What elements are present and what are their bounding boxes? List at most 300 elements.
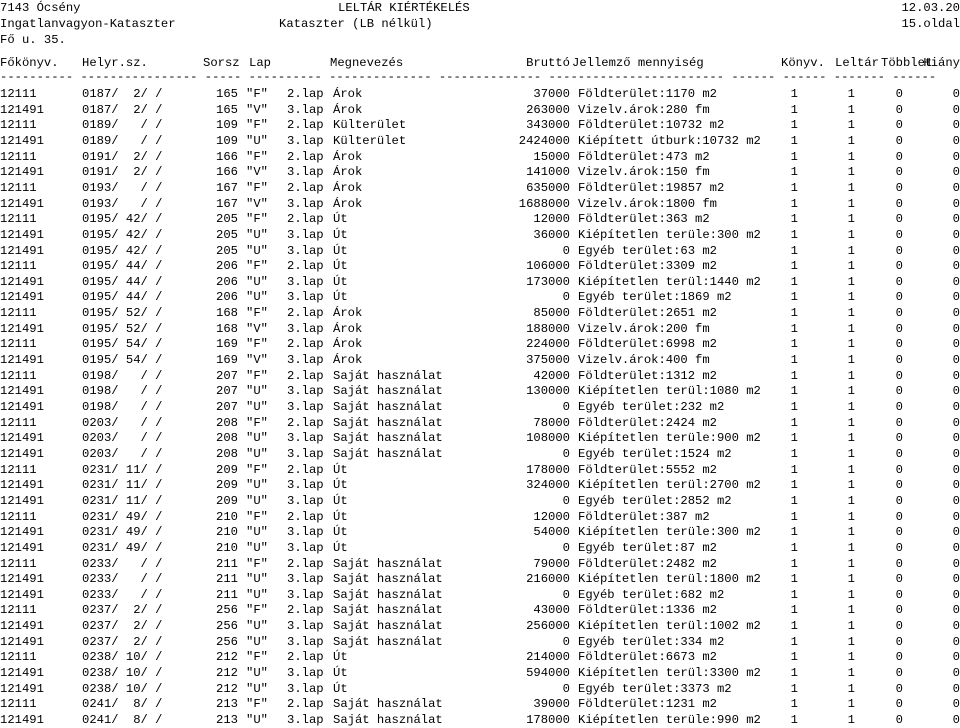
cell-fokonyv: 12111 xyxy=(0,180,37,195)
cell-leltar: 1 xyxy=(847,634,855,649)
cell-tobblet: 0 xyxy=(895,525,903,540)
cell-helyrsz: 0241/ 8/ / xyxy=(82,713,163,727)
cell-brutto: 0 xyxy=(562,400,570,414)
cell-sorsz: 212 xyxy=(216,681,238,696)
cell-konyv: 1 xyxy=(790,556,798,571)
cell-brutto: 12000 xyxy=(533,212,570,227)
cell-hiany: 0 xyxy=(952,321,960,336)
cell-megnevezes: Saját használat xyxy=(333,634,443,649)
cell-leltar: 1 xyxy=(847,493,855,508)
cell-hiany: 0 xyxy=(952,400,960,414)
cell-tobblet: 0 xyxy=(895,619,903,634)
cell-lap-page: 3.lap xyxy=(287,478,324,493)
cell-lap-code: "U" xyxy=(246,446,268,461)
cell-megnevezes: Saját használat xyxy=(333,400,443,414)
cell-tobblet: 0 xyxy=(895,118,903,133)
table-row xyxy=(0,117,960,133)
cell-fokonyv: 12111 xyxy=(0,650,37,665)
cell-lap-code: "U" xyxy=(246,619,268,634)
cell-fokonyv: 12111 xyxy=(0,462,37,477)
cell-fokonyv: 121491 xyxy=(0,353,44,368)
table-row xyxy=(0,258,960,274)
cell-sorsz: 109 xyxy=(216,118,238,133)
cell-lap-page: 3.lap xyxy=(287,353,324,368)
cell-helyrsz: 0203/ / / xyxy=(82,415,163,430)
cell-konyv: 1 xyxy=(790,353,798,368)
cell-jellemzo: Egyéb terület:334 m2 xyxy=(578,634,725,649)
cell-brutto: 108000 xyxy=(526,431,570,446)
cell-hiany: 0 xyxy=(952,415,960,430)
table-row xyxy=(0,211,960,227)
cell-lap-page: 2.lap xyxy=(287,180,324,195)
cell-leltar: 1 xyxy=(847,681,855,696)
table-row xyxy=(0,430,960,446)
cell-hiany: 0 xyxy=(952,634,960,649)
cell-lap-page: 3.lap xyxy=(287,243,324,258)
cell-brutto: 178000 xyxy=(526,713,570,727)
cell-brutto: 39000 xyxy=(533,697,570,712)
cell-megnevezes: Út xyxy=(333,462,348,477)
cell-helyrsz: 0195/ 42/ / xyxy=(82,227,163,242)
cell-sorsz: 208 xyxy=(216,446,238,461)
cell-lap-page: 2.lap xyxy=(287,87,324,101)
cell-helyrsz: 0203/ / / xyxy=(82,431,163,446)
cell-leltar: 1 xyxy=(847,697,855,712)
cell-fokonyv: 12111 xyxy=(0,337,37,352)
cell-fokonyv: 121491 xyxy=(0,634,44,649)
table-row xyxy=(0,665,960,681)
cell-lap-code: "U" xyxy=(246,572,268,587)
cell-brutto: 635000 xyxy=(526,180,570,195)
cell-sorsz: 209 xyxy=(216,478,238,493)
cell-sorsz: 205 xyxy=(216,243,238,258)
cell-megnevezes: Árok xyxy=(333,353,363,368)
cell-sorsz: 207 xyxy=(216,400,238,414)
cell-tobblet: 0 xyxy=(895,368,903,383)
cell-tobblet: 0 xyxy=(895,165,903,180)
address-label: Fő u. 35. xyxy=(0,33,66,47)
cell-leltar: 1 xyxy=(847,274,855,289)
cell-megnevezes: Árok xyxy=(333,180,363,195)
table-row xyxy=(0,180,960,196)
cell-helyrsz: 0238/ 10/ / xyxy=(82,681,163,696)
col-leltar-header: Leltár xyxy=(835,56,879,70)
cell-fokonyv: 121491 xyxy=(0,227,44,242)
cell-tobblet: 0 xyxy=(895,493,903,508)
cell-helyrsz: 0233/ / / xyxy=(82,572,163,587)
cell-leltar: 1 xyxy=(847,478,855,493)
cell-helyrsz: 0195/ 44/ / xyxy=(82,290,163,305)
cell-hiany: 0 xyxy=(952,509,960,524)
cell-tobblet: 0 xyxy=(895,572,903,587)
cell-lap-page: 2.lap xyxy=(287,368,324,383)
cell-leltar: 1 xyxy=(847,227,855,242)
cell-hiany: 0 xyxy=(952,431,960,446)
cell-fokonyv: 121491 xyxy=(0,243,44,258)
cell-helyrsz: 0238/ 10/ / xyxy=(82,666,163,681)
cell-brutto: 36000 xyxy=(533,227,570,242)
cell-jellemzo: Egyéb terület:2852 m2 xyxy=(578,493,732,508)
cell-konyv: 1 xyxy=(790,290,798,305)
cell-brutto: 214000 xyxy=(526,650,570,665)
cell-hiany: 0 xyxy=(952,165,960,180)
cell-megnevezes: Saját használat xyxy=(333,587,443,602)
cell-konyv: 1 xyxy=(790,368,798,383)
table-row xyxy=(0,102,960,118)
cell-lap-code: "U" xyxy=(246,666,268,681)
cell-helyrsz: 0231/ 49/ / xyxy=(82,509,163,524)
cell-tobblet: 0 xyxy=(895,587,903,602)
cell-konyv: 1 xyxy=(790,306,798,321)
cell-brutto: 375000 xyxy=(526,353,570,368)
table-row xyxy=(0,399,960,415)
cell-lap-page: 3.lap xyxy=(287,540,324,555)
cell-megnevezes: Út xyxy=(333,227,348,242)
cell-lap-code: "F" xyxy=(246,118,268,133)
cell-jellemzo: Kiépítetlen terül:3300 m2 xyxy=(578,666,761,681)
cell-konyv: 1 xyxy=(790,384,798,399)
cell-tobblet: 0 xyxy=(895,227,903,242)
cell-leltar: 1 xyxy=(847,587,855,602)
col-fokonyv-header: Főkönyv. xyxy=(0,56,59,70)
cell-lap-page: 3.lap xyxy=(287,587,324,602)
cell-lap-page: 3.lap xyxy=(287,321,324,336)
cell-jellemzo: Földterület:1312 m2 xyxy=(578,368,717,383)
cell-fokonyv: 121491 xyxy=(0,681,44,696)
cell-lap-page: 2.lap xyxy=(287,306,324,321)
cell-hiany: 0 xyxy=(952,227,960,242)
cell-leltar: 1 xyxy=(847,400,855,414)
cell-lap-page: 3.lap xyxy=(287,572,324,587)
cell-jellemzo: Földterület:1231 m2 xyxy=(578,697,717,712)
cell-megnevezes: Árok xyxy=(333,149,363,164)
cell-konyv: 1 xyxy=(790,603,798,618)
table-row xyxy=(0,602,960,618)
cell-konyv: 1 xyxy=(790,337,798,352)
cell-brutto: 256000 xyxy=(526,619,570,634)
cell-hiany: 0 xyxy=(952,462,960,477)
cell-fokonyv: 121491 xyxy=(0,587,44,602)
cell-helyrsz: 0195/ 42/ / xyxy=(82,212,163,227)
cell-konyv: 1 xyxy=(790,149,798,164)
cell-sorsz: 210 xyxy=(216,540,238,555)
cell-tobblet: 0 xyxy=(895,478,903,493)
cell-jellemzo: Földterület:1336 m2 xyxy=(578,603,717,618)
cell-megnevezes: Út xyxy=(333,290,348,305)
cell-brutto: 216000 xyxy=(526,572,570,587)
cell-helyrsz: 0233/ / / xyxy=(82,587,163,602)
cell-megnevezes: Út xyxy=(333,650,348,665)
cell-brutto: 130000 xyxy=(526,384,570,399)
cell-tobblet: 0 xyxy=(895,634,903,649)
cell-helyrsz: 0195/ 44/ / xyxy=(82,259,163,274)
cell-sorsz: 212 xyxy=(216,666,238,681)
cell-helyrsz: 0238/ 10/ / xyxy=(82,650,163,665)
cell-hiany: 0 xyxy=(952,243,960,258)
cell-tobblet: 0 xyxy=(895,306,903,321)
cell-tobblet: 0 xyxy=(895,353,903,368)
cell-hiany: 0 xyxy=(952,603,960,618)
cell-jellemzo: Földterület:6998 m2 xyxy=(578,337,717,352)
table-row xyxy=(0,712,960,728)
page-number: 15.oldal xyxy=(901,17,960,31)
cell-konyv: 1 xyxy=(790,118,798,133)
cell-leltar: 1 xyxy=(847,180,855,195)
cell-lap-page: 3.lap xyxy=(287,634,324,649)
cell-sorsz: 211 xyxy=(216,556,238,571)
col-konyv-header: Könyv. xyxy=(781,56,825,70)
cell-megnevezes: Út xyxy=(333,243,348,258)
cell-lap-page: 2.lap xyxy=(287,118,324,133)
cell-lap-page: 3.lap xyxy=(287,681,324,696)
cell-jellemzo: Földterület:2651 m2 xyxy=(578,306,717,321)
cell-brutto: 594000 xyxy=(526,666,570,681)
cell-sorsz: 167 xyxy=(216,180,238,195)
cell-konyv: 1 xyxy=(790,431,798,446)
cell-helyrsz: 0231/ 11/ / xyxy=(82,478,163,493)
cell-lap-page: 2.lap xyxy=(287,212,324,227)
cell-leltar: 1 xyxy=(847,619,855,634)
cell-leltar: 1 xyxy=(847,713,855,727)
cell-leltar: 1 xyxy=(847,259,855,274)
cell-lap-page: 3.lap xyxy=(287,525,324,540)
cell-helyrsz: 0198/ / / xyxy=(82,384,163,399)
cell-tobblet: 0 xyxy=(895,556,903,571)
cell-jellemzo: Vizelv.árok:400 fm xyxy=(578,353,710,368)
cell-lap-page: 3.lap xyxy=(287,493,324,508)
cell-fokonyv: 121491 xyxy=(0,446,44,461)
cell-jellemzo: Egyéb terület:1869 m2 xyxy=(578,290,732,305)
cell-sorsz: 213 xyxy=(216,713,238,727)
cell-tobblet: 0 xyxy=(895,321,903,336)
cell-lap-code: "U" xyxy=(246,400,268,414)
cell-konyv: 1 xyxy=(790,102,798,117)
cell-lap-code: "F" xyxy=(246,415,268,430)
table-row xyxy=(0,524,960,540)
cell-tobblet: 0 xyxy=(895,713,903,727)
cell-hiany: 0 xyxy=(952,572,960,587)
cell-megnevezes: Út xyxy=(333,212,348,227)
table-row xyxy=(0,196,960,212)
cell-tobblet: 0 xyxy=(895,212,903,227)
cell-fokonyv: 121491 xyxy=(0,478,44,493)
cell-fokonyv: 12111 xyxy=(0,118,37,133)
table-row xyxy=(0,289,960,305)
cell-lap-code: "U" xyxy=(246,133,268,148)
cell-jellemzo: Földterület:1170 m2 xyxy=(578,87,717,101)
cell-lap-page: 3.lap xyxy=(287,400,324,414)
cell-leltar: 1 xyxy=(847,118,855,133)
cell-lap-code: "U" xyxy=(246,634,268,649)
cell-lap-page: 3.lap xyxy=(287,290,324,305)
cell-leltar: 1 xyxy=(847,446,855,461)
cell-megnevezes: Saját használat xyxy=(333,368,443,383)
cell-sorsz: 206 xyxy=(216,274,238,289)
cell-lap-code: "U" xyxy=(246,587,268,602)
cell-hiany: 0 xyxy=(952,337,960,352)
cell-konyv: 1 xyxy=(790,540,798,555)
cell-sorsz: 206 xyxy=(216,290,238,305)
cell-hiany: 0 xyxy=(952,180,960,195)
cell-brutto: 79000 xyxy=(533,556,570,571)
cell-leltar: 1 xyxy=(847,650,855,665)
cell-lap-code: "F" xyxy=(246,337,268,352)
cell-hiany: 0 xyxy=(952,650,960,665)
cell-lap-code: "F" xyxy=(246,462,268,477)
cell-helyrsz: 0231/ 11/ / xyxy=(82,493,163,508)
table-row xyxy=(0,305,960,321)
table-row xyxy=(0,477,960,493)
cell-konyv: 1 xyxy=(790,446,798,461)
col-helyrsz-header: Helyr.sz. xyxy=(82,56,148,70)
table-row xyxy=(0,227,960,243)
table-row xyxy=(0,86,960,102)
cell-megnevezes: Út xyxy=(333,493,348,508)
cell-jellemzo: Földterület:473 m2 xyxy=(578,149,710,164)
cell-konyv: 1 xyxy=(790,713,798,727)
cell-fokonyv: 121491 xyxy=(0,384,44,399)
cell-tobblet: 0 xyxy=(895,462,903,477)
table-row xyxy=(0,681,960,697)
cell-megnevezes: Saját használat xyxy=(333,556,443,571)
cell-sorsz: 210 xyxy=(216,525,238,540)
cell-tobblet: 0 xyxy=(895,102,903,117)
cell-konyv: 1 xyxy=(790,666,798,681)
cell-leltar: 1 xyxy=(847,509,855,524)
cell-megnevezes: Árok xyxy=(333,102,363,117)
cell-fokonyv: 121491 xyxy=(0,540,44,555)
cell-jellemzo: Kiépített útburk:10732 m2 xyxy=(578,133,761,148)
cell-konyv: 1 xyxy=(790,572,798,587)
cell-leltar: 1 xyxy=(847,290,855,305)
cell-helyrsz: 0233/ / / xyxy=(82,556,163,571)
cell-sorsz: 109 xyxy=(216,133,238,148)
cell-helyrsz: 0231/ 11/ / xyxy=(82,462,163,477)
report-date: 12.03.20 xyxy=(901,1,960,15)
col-lap-header: Lap xyxy=(249,56,271,70)
cell-hiany: 0 xyxy=(952,681,960,696)
table-row xyxy=(0,368,960,384)
cell-lap-code: "F" xyxy=(246,556,268,571)
cell-brutto: 12000 xyxy=(533,509,570,524)
cell-megnevezes: Saját használat xyxy=(333,603,443,618)
municipality-label: 7143 Ócsény xyxy=(0,1,81,15)
cell-konyv: 1 xyxy=(790,525,798,540)
cell-fokonyv: 12111 xyxy=(0,212,37,227)
cell-fokonyv: 121491 xyxy=(0,102,44,117)
cell-jellemzo: Földterület:363 m2 xyxy=(578,212,710,227)
cell-jellemzo: Kiépítetlen terüle:900 m2 xyxy=(578,431,761,446)
cell-sorsz: 256 xyxy=(216,603,238,618)
cell-jellemzo: Egyéb terület:682 m2 xyxy=(578,587,725,602)
cell-fokonyv: 121491 xyxy=(0,713,44,727)
cell-hiany: 0 xyxy=(952,353,960,368)
cell-lap-page: 2.lap xyxy=(287,415,324,430)
cell-leltar: 1 xyxy=(847,603,855,618)
cell-leltar: 1 xyxy=(847,337,855,352)
cell-sorsz: 169 xyxy=(216,337,238,352)
table-row xyxy=(0,149,960,165)
cell-sorsz: 166 xyxy=(216,165,238,180)
cell-sorsz: 168 xyxy=(216,321,238,336)
cell-megnevezes: Árok xyxy=(333,321,363,336)
cell-konyv: 1 xyxy=(790,493,798,508)
cell-fokonyv: 121491 xyxy=(0,133,44,148)
cell-lap-page: 3.lap xyxy=(287,713,324,727)
cell-lap-code: "U" xyxy=(246,681,268,696)
cell-lap-page: 3.lap xyxy=(287,196,324,211)
cell-konyv: 1 xyxy=(790,196,798,211)
table-row xyxy=(0,540,960,556)
cell-lap-code: "U" xyxy=(246,227,268,242)
cell-megnevezes: Saját használat xyxy=(333,619,443,634)
cell-hiany: 0 xyxy=(952,102,960,117)
cell-hiany: 0 xyxy=(952,478,960,493)
cell-konyv: 1 xyxy=(790,321,798,336)
cell-brutto: 0 xyxy=(562,587,570,602)
cell-sorsz: 205 xyxy=(216,212,238,227)
cell-leltar: 1 xyxy=(847,572,855,587)
cell-sorsz: 208 xyxy=(216,431,238,446)
cell-konyv: 1 xyxy=(790,462,798,477)
cell-leltar: 1 xyxy=(847,525,855,540)
cell-helyrsz: 0195/ 42/ / xyxy=(82,243,163,258)
cell-helyrsz: 0237/ 2/ / xyxy=(82,619,163,634)
cell-helyrsz: 0193/ / / xyxy=(82,196,163,211)
cell-fokonyv: 12111 xyxy=(0,697,37,712)
cell-lap-page: 3.lap xyxy=(287,227,324,242)
cell-tobblet: 0 xyxy=(895,697,903,712)
table-row xyxy=(0,415,960,431)
col-brutto-header: Bruttó xyxy=(526,56,570,70)
cell-lap-page: 3.lap xyxy=(287,446,324,461)
cell-hiany: 0 xyxy=(952,556,960,571)
cell-sorsz: 210 xyxy=(216,509,238,524)
cell-tobblet: 0 xyxy=(895,149,903,164)
cell-helyrsz: 0195/ 54/ / xyxy=(82,337,163,352)
cell-helyrsz: 0203/ / / xyxy=(82,446,163,461)
cell-lap-page: 2.lap xyxy=(287,462,324,477)
cell-sorsz: 168 xyxy=(216,306,238,321)
cell-leltar: 1 xyxy=(847,102,855,117)
cell-jellemzo: Földterület:3309 m2 xyxy=(578,259,717,274)
cell-megnevezes: Út xyxy=(333,666,348,681)
cell-tobblet: 0 xyxy=(895,87,903,101)
cell-lap-code: "F" xyxy=(246,87,268,101)
cell-leltar: 1 xyxy=(847,165,855,180)
cell-tobblet: 0 xyxy=(895,400,903,414)
cell-helyrsz: 0187/ 2/ / xyxy=(82,102,163,117)
cell-tobblet: 0 xyxy=(895,509,903,524)
cell-jellemzo: Földterület:5552 m2 xyxy=(578,462,717,477)
cell-sorsz: 165 xyxy=(216,87,238,101)
cell-jellemzo: Egyéb terület:87 m2 xyxy=(578,540,717,555)
cell-leltar: 1 xyxy=(847,556,855,571)
cell-jellemzo: Kiépítetlen terüle:990 m2 xyxy=(578,713,761,727)
cell-konyv: 1 xyxy=(790,650,798,665)
header-line-2 xyxy=(0,16,960,32)
cell-hiany: 0 xyxy=(952,149,960,164)
cell-helyrsz: 0193/ / / xyxy=(82,180,163,195)
cell-megnevezes: Árok xyxy=(333,165,363,180)
table-row xyxy=(0,509,960,525)
table-row xyxy=(0,446,960,462)
cell-fokonyv: 121491 xyxy=(0,400,44,414)
table-row xyxy=(0,556,960,572)
cell-megnevezes: Árok xyxy=(333,87,363,101)
cell-brutto: 54000 xyxy=(533,525,570,540)
cell-sorsz: 209 xyxy=(216,462,238,477)
